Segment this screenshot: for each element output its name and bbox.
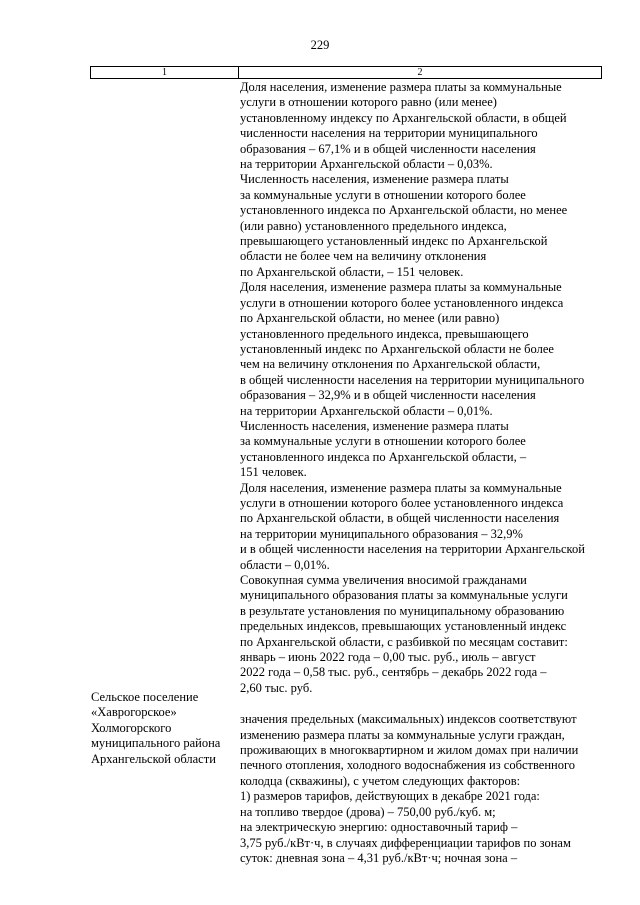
text-line: Численность населения, изменение размера платы <box>240 418 509 433</box>
text-line: по Архангельской области, с разбивкой по месяцам составит: <box>240 634 568 649</box>
text-line: суток: дневная зона – 4,31 руб./кВт·ч; ночная зона – <box>240 850 518 865</box>
text-line: Доля населения, изменение размера платы за коммунальные <box>240 480 562 495</box>
municipality-line: Холмогорского <box>91 720 172 735</box>
text-line: на территории Архангельской области – 0,01%. <box>240 403 493 418</box>
text-line: по Архангельской области, – 151 человек. <box>240 264 464 279</box>
text-line: на электрическую энергию: одноставочный тариф – <box>240 820 518 835</box>
text-line: установленного предельного индекса, превышающего <box>240 326 529 341</box>
text-line: Доля населения, изменение размера платы за коммунальные <box>240 80 562 94</box>
text-line: 2022 года – 0,58 тыс. руб., сентябрь – декабрь 2022 года – <box>240 665 547 680</box>
row-gap <box>240 696 602 712</box>
text-line: муниципального образования платы за коммунальные услуги <box>240 588 568 603</box>
text-line: услуги в отношении которого более установленного индекса <box>240 295 564 310</box>
municipality-line: Архангельской области <box>91 751 216 766</box>
text-line: (или равно) установленного предельного индекса, <box>240 218 507 233</box>
text-line: на территории муниципального образования – 32,9% <box>240 526 523 541</box>
text-line: услуги в отношении которого более установленного индекса <box>240 495 564 510</box>
text-line: по Архангельской области, в общей численности населения <box>240 511 560 526</box>
text-line: услуги в отношении которого равно (или менее) <box>240 95 497 110</box>
text-line: чем на величину отклонения по Архангельской области, <box>240 357 541 372</box>
text-line: на территории Архангельской области – 0,03%. <box>240 157 493 172</box>
text-line: январь – июнь 2022 года – 0,00 тыс. руб., июль – август <box>240 650 536 665</box>
municipality-line: муниципального района <box>91 736 221 751</box>
text-line: превышающего установленный индекс по Архангельской <box>240 234 548 249</box>
text-line: 1) размеров тарифов, действующих в декабре 2021 года: <box>240 789 540 804</box>
text-line: 151 человек. <box>240 465 307 480</box>
text-line: предельных индексов, превышающих установленный индекс <box>240 619 567 634</box>
municipality-name <box>91 690 239 767</box>
text-line: колодца (скважины), с учетом следующих факторов: <box>240 773 521 788</box>
municipality-line: Сельское поселение <box>91 690 199 704</box>
text-line: по Архангельской области, но менее (или равно) <box>240 311 500 326</box>
text-line: Совокупная сумма увеличения вносимой гражданами <box>240 573 527 587</box>
text-line: 2,60 тыс. руб. <box>240 680 313 695</box>
text-line: Доля населения, изменение размера платы за коммунальные <box>240 280 562 295</box>
text-line: образования – 67,1% и в общей численности населения <box>240 141 536 156</box>
text-line: численности населения на территории муниципального <box>240 126 538 141</box>
text-line: в общей численности населения на территории муниципального <box>240 372 585 387</box>
text-line: установленного индекса по Архангельской области, но менее <box>240 203 568 218</box>
text-line: проживающих в многоквартирном и жилом домах при наличии <box>240 743 579 758</box>
table-header <box>90 66 602 79</box>
text-line: 3,75 руб./кВт·ч, в случаях дифференциации тарифов по зонам <box>240 835 571 850</box>
text-line: печного отопления, холодного водоснабжения из собственного <box>240 758 576 773</box>
text-line: области – 0,01%. <box>240 557 330 572</box>
text-line: Численность населения, изменение размера платы <box>240 172 509 187</box>
table-header-col2: 2 <box>417 67 423 78</box>
text-line: образования – 32,9% и в общей численности населения <box>240 388 536 403</box>
page-number: 229 <box>310 38 330 52</box>
text-line: на топливо твердое (дрова) – 750,00 руб./куб. м; <box>240 804 496 819</box>
text-line: установленному индексу по Архангельской области, в общей <box>240 110 567 125</box>
text-line: и в общей численности населения на территории Архангельской <box>240 542 585 557</box>
text-line: изменению размера платы за коммунальные услуги граждан, <box>240 727 565 742</box>
text-line: установленного индекса по Архангельской области, – <box>240 449 527 464</box>
municipality-line: «Хаврогорское» <box>91 705 177 720</box>
table-header-col1: 1 <box>91 67 239 78</box>
text-line: за коммунальные услуги в отношении которого более <box>240 434 526 449</box>
table-column-2-text <box>240 80 602 866</box>
text-line: области не более чем на величину отклонения <box>240 249 487 264</box>
text-line: установленный индекс по Архангельской области не более <box>240 341 554 356</box>
text-line: за коммунальные услуги в отношении которого более <box>240 187 526 202</box>
text-line: в результате установления по муниципальному образованию <box>240 603 565 618</box>
text-line: значения предельных (максимальных) индексов соответствуют <box>240 712 577 727</box>
